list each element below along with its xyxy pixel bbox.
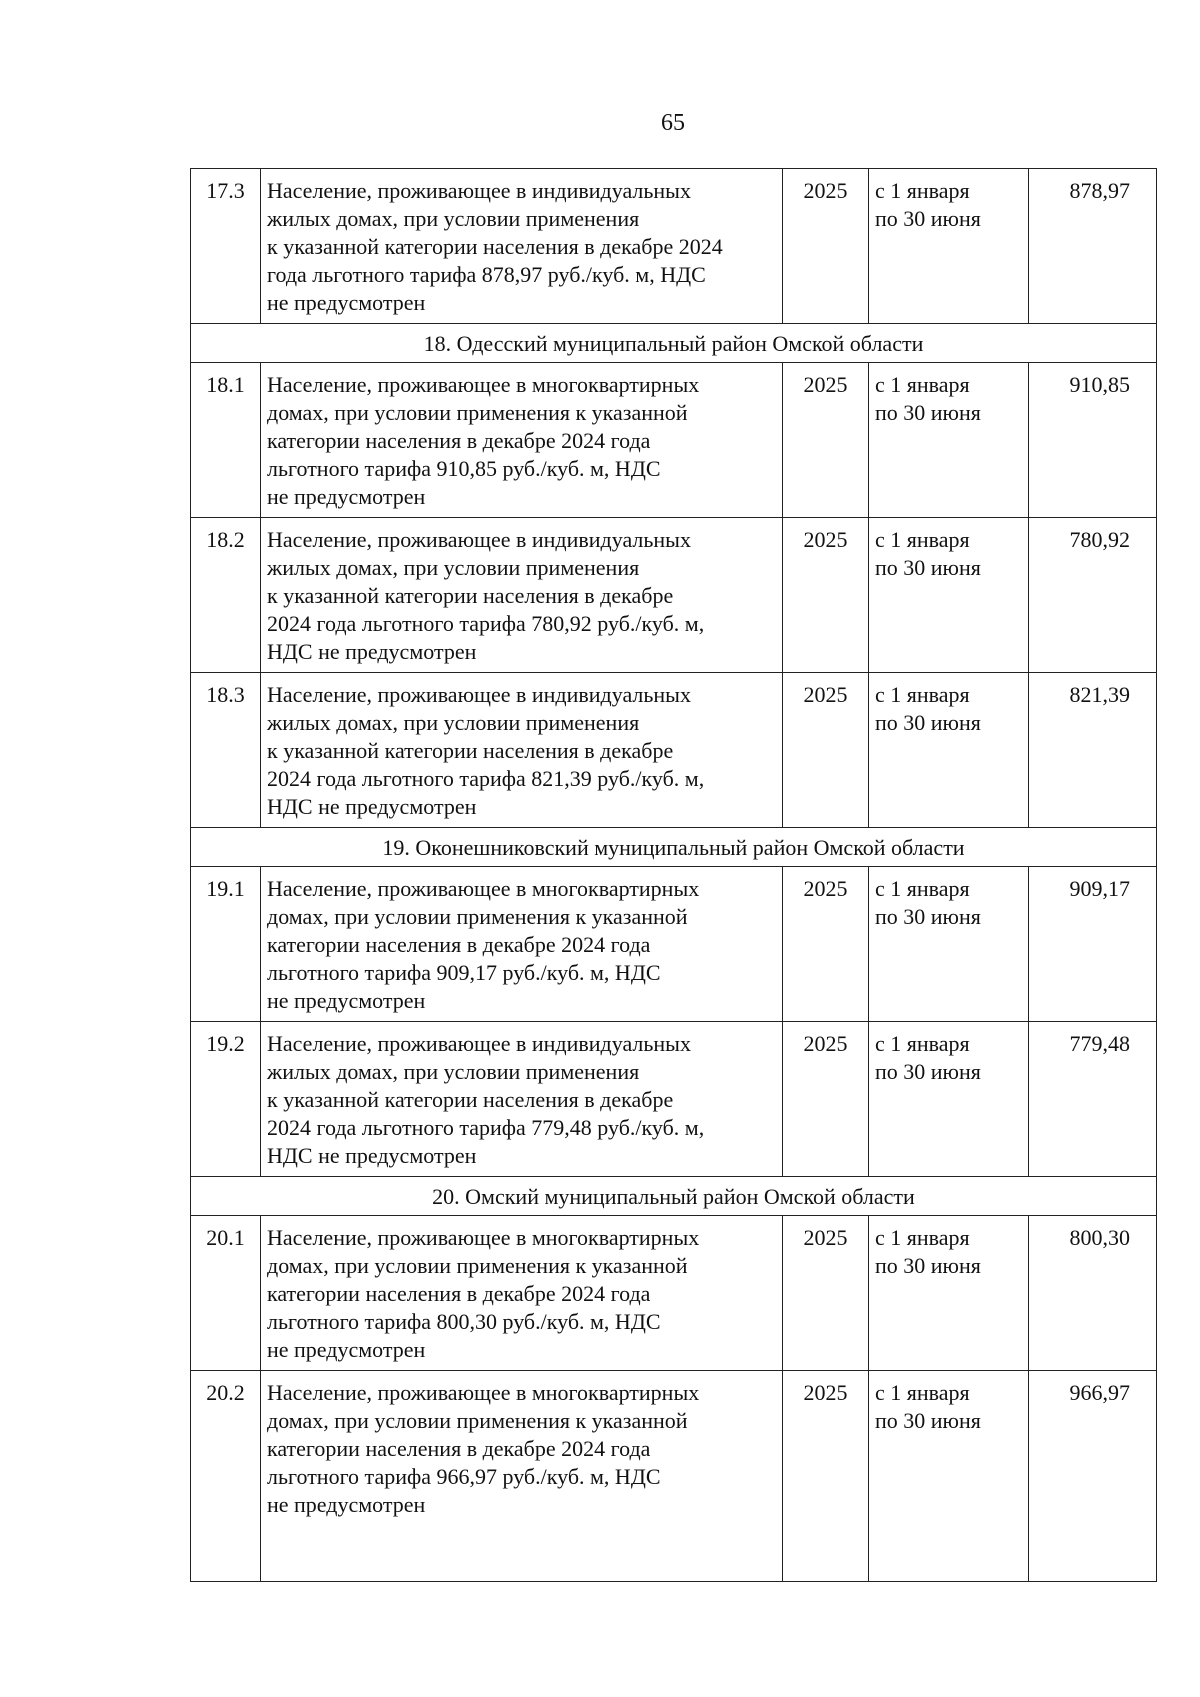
description-line: категории населения в декабре 2024 года [267, 428, 651, 453]
section-row [191, 828, 1157, 867]
description-line: НДС не предусмотрен [267, 1143, 477, 1168]
row-price: 966,97 [1029, 1371, 1157, 1582]
table-row [191, 1022, 1157, 1177]
period-line: по 30 июня [875, 555, 981, 580]
description-line: года льготного тарифа 878,97 руб./куб. м, НДС [267, 262, 706, 287]
description-line: Население, проживающее в индивидуальных [267, 527, 691, 552]
period-line: по 30 июня [875, 400, 981, 425]
description-line: к указанной категории населения в декабре [267, 738, 674, 763]
row-period [869, 169, 1029, 324]
description-line: домах, при условии применения к указанной [267, 1253, 688, 1278]
description-line: домах, при условии применения к указанной [267, 400, 688, 425]
table-row [191, 867, 1157, 1022]
description-line: жилых домах, при условии применения [267, 1059, 640, 1084]
row-description [261, 867, 783, 1022]
period-line: с 1 января [875, 682, 970, 707]
description-line: категории населения в декабре 2024 года [267, 1281, 651, 1306]
row-period [869, 1371, 1029, 1582]
description-line: домах, при условии применения к указанной [267, 904, 688, 929]
description-line: 2024 года льготного тарифа 821,39 руб./куб. м, [267, 766, 705, 791]
row-number: 17.3 [191, 169, 261, 324]
description-line: Население, проживающее в многоквартирных [267, 1225, 700, 1250]
table-row [191, 1371, 1157, 1582]
row-number: 18.2 [191, 518, 261, 673]
description-line: не предусмотрен [267, 988, 426, 1013]
period-line: с 1 января [875, 1225, 970, 1250]
row-description [261, 518, 783, 673]
row-period [869, 518, 1029, 673]
row-price: 821,39 [1029, 673, 1157, 828]
row-year: 2025 [783, 867, 869, 1022]
description-line: жилых домах, при условии применения [267, 206, 640, 231]
table-row [191, 1216, 1157, 1371]
period-line: по 30 июня [875, 1408, 981, 1433]
row-year: 2025 [783, 518, 869, 673]
table-row [191, 518, 1157, 673]
row-number: 20.1 [191, 1216, 261, 1371]
period-line: по 30 июня [875, 1253, 981, 1278]
row-price: 800,30 [1029, 1216, 1157, 1371]
row-number: 18.1 [191, 363, 261, 518]
description-line: Население, проживающее в многоквартирных [267, 876, 700, 901]
description-line: не предусмотрен [267, 1337, 426, 1362]
period-line: по 30 июня [875, 904, 981, 929]
row-price: 909,17 [1029, 867, 1157, 1022]
section-row [191, 324, 1157, 363]
description-line: Население, проживающее в индивидуальных [267, 178, 691, 203]
period-line: с 1 января [875, 527, 970, 552]
period-line: с 1 января [875, 1380, 970, 1405]
description-line: к указанной категории населения в декабре [267, 583, 674, 608]
description-line: НДС не предусмотрен [267, 794, 477, 819]
description-line: жилых домах, при условии применения [267, 555, 640, 580]
row-description [261, 1022, 783, 1177]
table-row [191, 169, 1157, 324]
period-line: с 1 января [875, 1031, 970, 1056]
row-description [261, 1371, 783, 1582]
description-line: Население, проживающее в многоквартирных [267, 1380, 700, 1405]
period-line: по 30 июня [875, 1059, 981, 1084]
row-year: 2025 [783, 169, 869, 324]
row-price: 910,85 [1029, 363, 1157, 518]
row-year: 2025 [783, 1022, 869, 1177]
description-line: не предусмотрен [267, 290, 426, 315]
description-line: 2024 года льготного тарифа 779,48 руб./куб. м, [267, 1115, 705, 1140]
row-period [869, 867, 1029, 1022]
period-line: по 30 июня [875, 206, 981, 231]
page-number: 65 [661, 110, 685, 136]
row-year: 2025 [783, 1371, 869, 1582]
description-line: домах, при условии применения к указанной [267, 1408, 688, 1433]
row-price: 780,92 [1029, 518, 1157, 673]
description-line: льготного тарифа 966,97 руб./куб. м, НДС [267, 1464, 661, 1489]
row-number: 19.2 [191, 1022, 261, 1177]
description-line: льготного тарифа 800,30 руб./куб. м, НДС [267, 1309, 661, 1334]
period-line: с 1 января [875, 876, 970, 901]
description-line: Население, проживающее в индивидуальных [267, 1031, 691, 1056]
table-row [191, 363, 1157, 518]
description-line: жилых домах, при условии применения [267, 710, 640, 735]
description-line: Население, проживающее в индивидуальных [267, 682, 691, 707]
row-price: 878,97 [1029, 169, 1157, 324]
section-title: 18. Одесский муниципальный район Омской области [191, 324, 1157, 363]
tariff-table [190, 168, 1157, 1582]
row-price: 779,48 [1029, 1022, 1157, 1177]
section-title: 20. Омский муниципальный район Омской области [191, 1177, 1157, 1216]
description-line: категории населения в декабре 2024 года [267, 932, 651, 957]
row-period [869, 1022, 1029, 1177]
row-year: 2025 [783, 673, 869, 828]
description-line: льготного тарифа 910,85 руб./куб. м, НДС [267, 456, 661, 481]
row-number: 18.3 [191, 673, 261, 828]
description-line: не предусмотрен [267, 484, 426, 509]
row-year: 2025 [783, 363, 869, 518]
period-line: с 1 января [875, 372, 970, 397]
description-line: к указанной категории населения в декабре [267, 1087, 674, 1112]
row-period [869, 1216, 1029, 1371]
row-description [261, 169, 783, 324]
table-row [191, 673, 1157, 828]
section-row [191, 1177, 1157, 1216]
row-description [261, 673, 783, 828]
period-line: с 1 января [875, 178, 970, 203]
description-line: не предусмотрен [267, 1492, 426, 1517]
row-year: 2025 [783, 1216, 869, 1371]
description-line: к указанной категории населения в декабре 2024 [267, 234, 723, 259]
section-title: 19. Оконешниковский муниципальный район Омской области [191, 828, 1157, 867]
row-number: 20.2 [191, 1371, 261, 1582]
row-description [261, 363, 783, 518]
description-line: Население, проживающее в многоквартирных [267, 372, 700, 397]
description-line: НДС не предусмотрен [267, 639, 477, 664]
description-line: льготного тарифа 909,17 руб./куб. м, НДС [267, 960, 661, 985]
period-line: по 30 июня [875, 710, 981, 735]
description-line: 2024 года льготного тарифа 780,92 руб./куб. м, [267, 611, 705, 636]
description-line: категории населения в декабре 2024 года [267, 1436, 651, 1461]
row-period [869, 363, 1029, 518]
row-description [261, 1216, 783, 1371]
row-number: 19.1 [191, 867, 261, 1022]
row-period [869, 673, 1029, 828]
